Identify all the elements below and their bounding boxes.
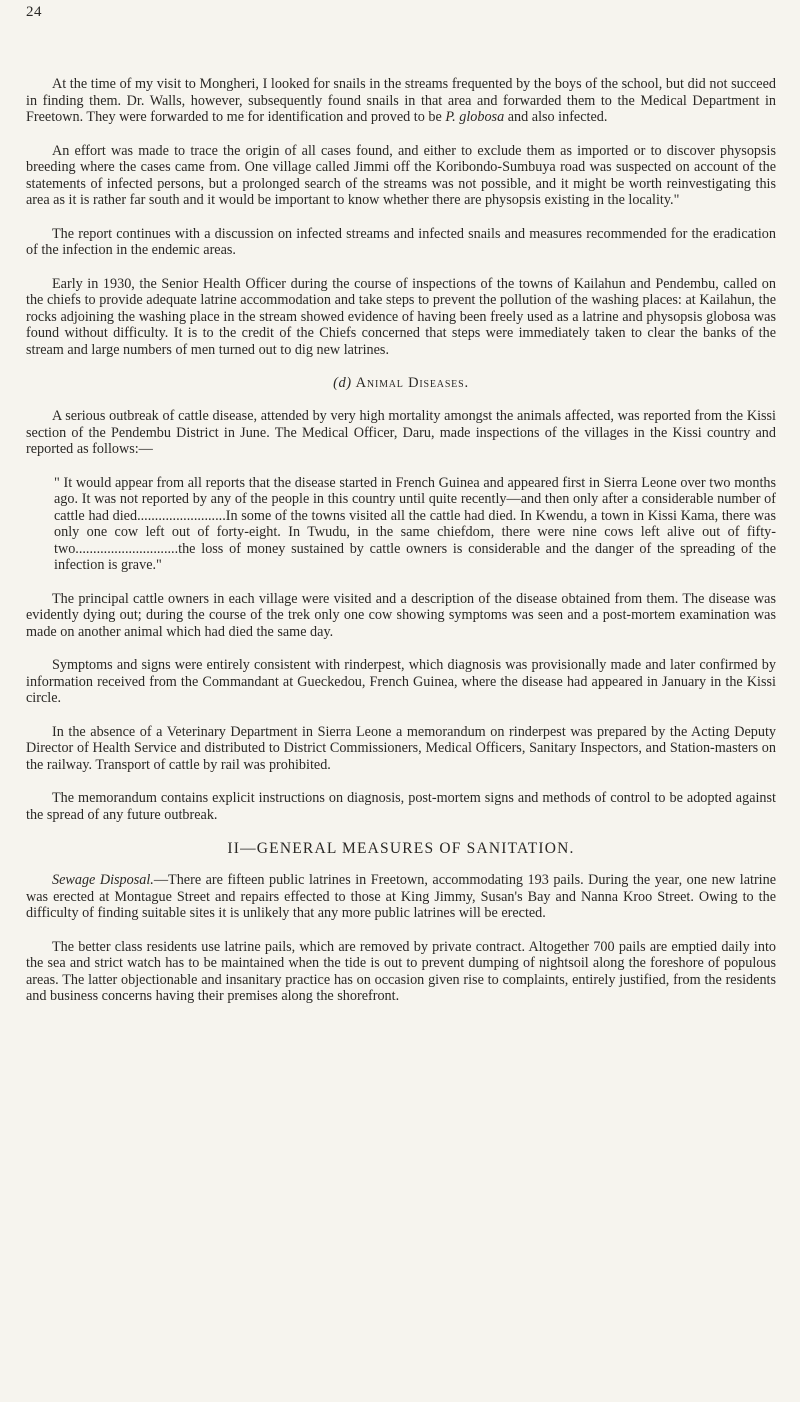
paragraph-text: —There are fifteen public latrines in Freetown, accommodating 193 pails. During the year, one new latrine was erected at Montague Street and repairs effected to those at King Jimmy, Susan's Bay and Nanna Kroo Street. Owing to the difficulty of finding suitable sites it is unlikely that any more public latrines will be erected. [26,872,776,921]
paragraph-medical-officer-quote: " It would appear from all reports that the disease started in French Guinea and appeared first in Sierra Leone over two months ago. It was not reported by any of the people in this country until quite recently—and then only after a considerable number of cattle had died.........................In some of the towns visited all the cattle had died. In Kwendu, a town in Kissi Kama, there was only one cow left out of forty-eight. In Twudu, in the same chiefdom, there were nine cows left alive out of fifty-two.............................the loss of money sustained by cattle owners is considerable and the danger of the spreading of the infection is grave." [54,474,776,573]
paragraph-memorandum-prepared: In the absence of a Veterinary Department in Sierra Leone a memorandum on rinderpest was prepared by the Acting Deputy Director of Health Service and distributed to District Commissioners, Medical Officers, Sanitary Inspectors, and Station-masters on the railway. Transport of cattle by rail was prohibited. [26,723,776,773]
section-label: (d) [333,375,352,391]
paragraph-text: and also infected. [504,109,608,125]
paragraph-cattle-owners: The principal cattle owners in each village were visited and a description of the disease obtained from them. The disease was evidently dying out; during the course of the trek only one cow showing symptoms was seen and a post-mortem examination was made on another animal which had died the same day. [26,590,776,640]
page-number: 24 [26,4,42,20]
paragraph-latrine-pails: The better class residents use latrine pails, which are removed by private contract. Altogether 700 pails are emptied daily into the sea and strict watch has to be maintained when the tide is out to prevent dumping of nightsoil along the foreshore of populous areas. The latter objectionable and insanitary practice has on occasion given rise to complaints, entirely justified, from the residents and business concerns having their premises along the shorefront. [26,938,776,1004]
paragraph-text: At the time of my visit to Mongheri, I looked for snails in the streams frequented by the boys of the school, but did not succeed in finding them. Dr. Walls, however, subsequently found snails in that area and forwarded them to the Medical Department in Freetown. They were forwarded to me for identification and proved to be [26,76,776,125]
paragraph-cattle-outbreak: A serious outbreak of cattle disease, attended by very high mortality amongst the animals affected, was reported from the Kissi section of the Pendembu District in June. The Medical Officer, Daru, made inspections of the villages in the Kissi country and reported as follows:— [26,408,776,457]
paragraph-kailahun-pendembu: Early in 1930, the Senior Health Officer during the course of inspections of the towns of Kailahun and Pendembu, called on the chiefs to provide adequate latrine accommodation and take steps to prevent the pollution of the washing places: at Kailahun, the rocks adjoining the washing place in the stream showed evidence of having been freely used as a latrine and physopsis globosa was found without difficulty. It is to the credit of the Chiefs concerned that steps were immediately taken to clear the banks of the stream and large numbers of men turned out to dig new latrines. [26,275,776,358]
page-content [26,76,776,1022]
paragraph-report-continues: The report continues with a discussion on infected streams and infected snails and measures recommended for the eradication of the infection in the endemic areas. [26,225,776,258]
species-name: P. globosa [445,109,505,125]
runin-heading: Sewage Disposal. [52,872,154,888]
paragraph-rinderpest-diagnosis: Symptoms and signs were entirely consistent with rinderpest, which diagnosis was provisionally made and later confirmed by information received from the Commandant at Gueckedou, French Guinea, where the disease had appeared in January in the Kissi circle. [26,657,776,706]
paragraph-memorandum-contents: The memorandum contains explicit instructions on diagnosis, post-mortem signs and methods of control to be adopted against the spread of any future outbreak. [26,790,776,823]
section-title: Animal Diseases. [355,375,469,391]
paragraph-snail-search [26,76,776,126]
paragraph-case-origin: An effort was made to trace the origin of all cases found, and either to exclude them as imported or to discover physopsis breeding where the cases came from. One village called Jimmi off the Koribondo-Sumbuya road was suspected on account of the statements of infected persons, but a prolonged search of the streams was not possible, and it might be worth reinvestigating this area as it is rather far south and it would be important to know whether there are physopsis existing in the locality." [26,142,776,208]
part-heading-general-measures: II—GENERAL MEASURES OF SANITATION. [227,840,575,857]
section-heading-animal-diseases [26,375,776,392]
paragraph-sewage-disposal [26,872,776,922]
